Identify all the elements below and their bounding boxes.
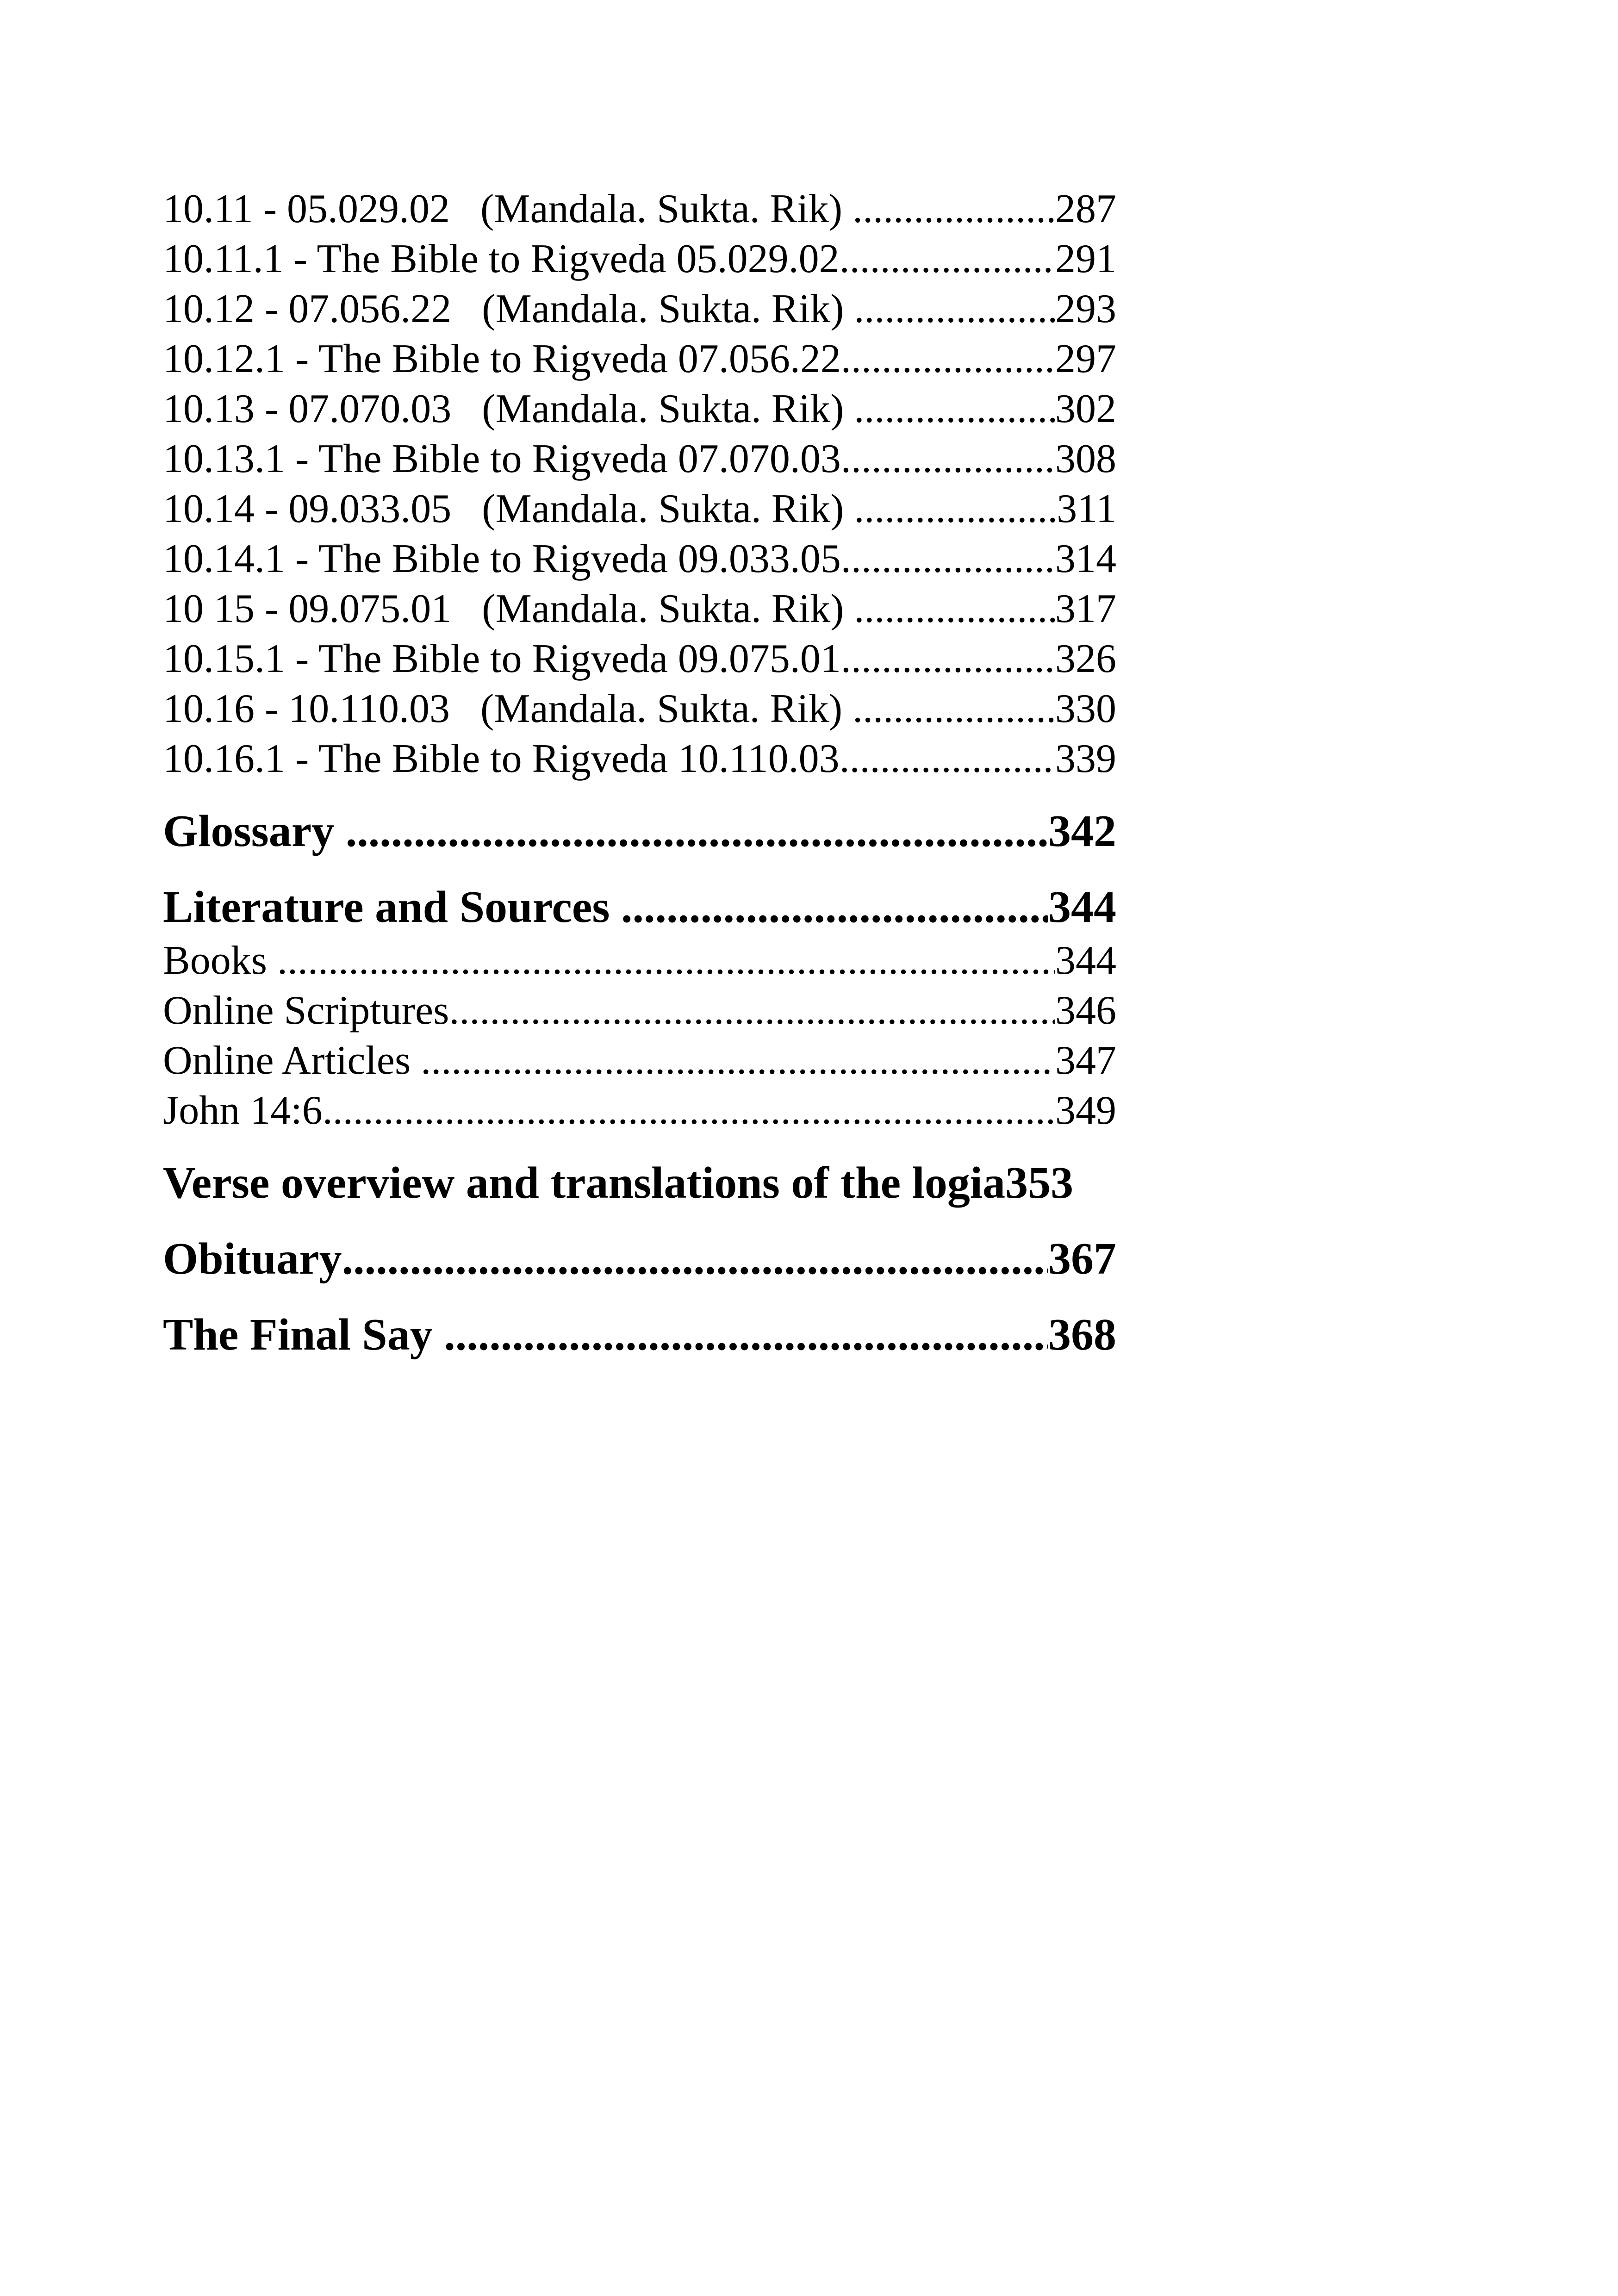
toc-entry-page: 287	[1055, 187, 1116, 231]
dot-leader	[444, 1306, 1048, 1363]
toc-entry[interactable]	[163, 384, 1116, 434]
dot-leader	[854, 284, 1055, 334]
toc-entry-page: 311	[1057, 486, 1116, 531]
toc-entry-literature[interactable]	[163, 878, 1116, 936]
toc-entry[interactable]	[163, 534, 1116, 584]
toc-entry-title: 10.11 - 05.029.02 (Mandala. Sukta. Rik)	[163, 187, 853, 231]
toc-entry[interactable]	[163, 734, 1116, 784]
toc-entry[interactable]	[163, 584, 1116, 634]
dot-leader	[277, 936, 1055, 986]
toc-entry[interactable]	[163, 484, 1116, 534]
toc-entry-page: 368	[1048, 1310, 1116, 1360]
toc-entry-page: 308	[1055, 436, 1116, 481]
toc-entry-page: 349	[1055, 1088, 1116, 1133]
dot-leader	[621, 878, 1048, 936]
dot-leader	[840, 734, 1055, 784]
toc-entry-page: 344	[1048, 882, 1116, 932]
dot-leader	[854, 584, 1055, 634]
toc-entry[interactable]	[163, 334, 1116, 384]
dot-leader	[854, 384, 1055, 434]
dot-leader	[853, 684, 1055, 734]
toc-subentry-books[interactable]	[163, 936, 1116, 986]
toc-entry-title: 10.12.1 - The Bible to Rigveda 07.056.22	[163, 336, 841, 381]
dot-leader	[840, 234, 1055, 284]
toc-entry-page: 353	[1005, 1158, 1074, 1208]
toc-entry-page: 342	[1048, 806, 1116, 856]
toc-entry-final-say[interactable]	[163, 1306, 1116, 1363]
toc-entry-title: 10.16 - 10.110.03 (Mandala. Sukta. Rik)	[163, 686, 853, 731]
toc-entry[interactable]	[163, 434, 1116, 484]
toc-entry[interactable]	[163, 184, 1116, 234]
toc-entry-page: 297	[1055, 336, 1116, 381]
dot-leader	[449, 986, 1055, 1036]
toc-entry-title: 10.12 - 07.056.22 (Mandala. Sukta. Rik)	[163, 286, 854, 331]
toc-entry-page: 317	[1055, 586, 1116, 631]
toc-entry-page: 346	[1055, 988, 1116, 1033]
toc-subentry-online-articles[interactable]	[163, 1036, 1116, 1086]
toc-entry[interactable]	[163, 684, 1116, 734]
toc-entry-page: 314	[1055, 536, 1116, 581]
dot-leader	[346, 803, 1048, 860]
toc-entry-title: 10.15.1 - The Bible to Rigveda 09.075.01	[163, 636, 841, 681]
toc-entry-title: 10.13.1 - The Bible to Rigveda 07.070.03	[163, 436, 841, 481]
toc-entry-title: Verse overview and translations of the logia	[163, 1158, 1006, 1208]
toc-entry[interactable]	[163, 234, 1116, 284]
toc-entry-page: 302	[1055, 386, 1116, 431]
toc-entry-title: Online Articles	[163, 1038, 421, 1083]
dot-leader	[342, 1230, 1048, 1288]
dot-leader	[854, 484, 1057, 534]
toc-entry-title: 10.16.1 - The Bible to Rigveda 10.110.03	[163, 736, 840, 781]
toc-entry[interactable]	[163, 284, 1116, 334]
dot-leader	[841, 434, 1055, 484]
toc-entry-page: 293	[1055, 286, 1116, 331]
toc-entry-page: 330	[1055, 686, 1116, 731]
toc-entry-title: 10.13 - 07.070.03 (Mandala. Sukta. Rik)	[163, 386, 854, 431]
dot-leader	[853, 184, 1055, 234]
toc-entry-title: 10.14.1 - The Bible to Rigveda 09.033.05	[163, 536, 841, 581]
toc-entry-page: 367	[1048, 1234, 1116, 1284]
toc-entry-title: 10.11.1 - The Bible to Rigveda 05.029.02	[163, 236, 840, 281]
toc-entry-title: 10.14 - 09.033.05 (Mandala. Sukta. Rik)	[163, 486, 854, 531]
dot-leader	[323, 1086, 1055, 1136]
toc-entry-title: Online Scriptures	[163, 988, 449, 1033]
toc-entry[interactable]	[163, 634, 1116, 684]
toc-entry-page: 326	[1055, 636, 1116, 681]
toc-entry-glossary[interactable]	[163, 803, 1116, 860]
toc-entry-title: Books	[163, 938, 277, 983]
toc-entry-page: 344	[1055, 938, 1116, 983]
dot-leader	[841, 334, 1055, 384]
toc-subentry-online-scriptures[interactable]	[163, 986, 1116, 1036]
table-of-contents	[163, 184, 1116, 1363]
toc-subentry-john[interactable]	[163, 1086, 1116, 1136]
toc-entry-title: John 14:6	[163, 1088, 323, 1133]
toc-entry-verse-overview[interactable]	[163, 1154, 1116, 1212]
dot-leader	[841, 534, 1055, 584]
toc-entry-page: 339	[1055, 736, 1116, 781]
toc-entry-page: 291	[1055, 236, 1116, 281]
toc-entry-title: Obituary	[163, 1234, 342, 1284]
dot-leader	[841, 634, 1055, 684]
toc-entry-title: The Final Say	[163, 1310, 444, 1360]
toc-entry-page: 347	[1055, 1038, 1116, 1083]
toc-entry-title: Literature and Sources	[163, 882, 621, 932]
toc-entry-title: Glossary	[163, 806, 346, 856]
dot-leader	[421, 1036, 1055, 1086]
toc-entry-title: 10 15 - 09.075.01 (Mandala. Sukta. Rik)	[163, 586, 854, 631]
toc-entry-obituary[interactable]	[163, 1230, 1116, 1288]
